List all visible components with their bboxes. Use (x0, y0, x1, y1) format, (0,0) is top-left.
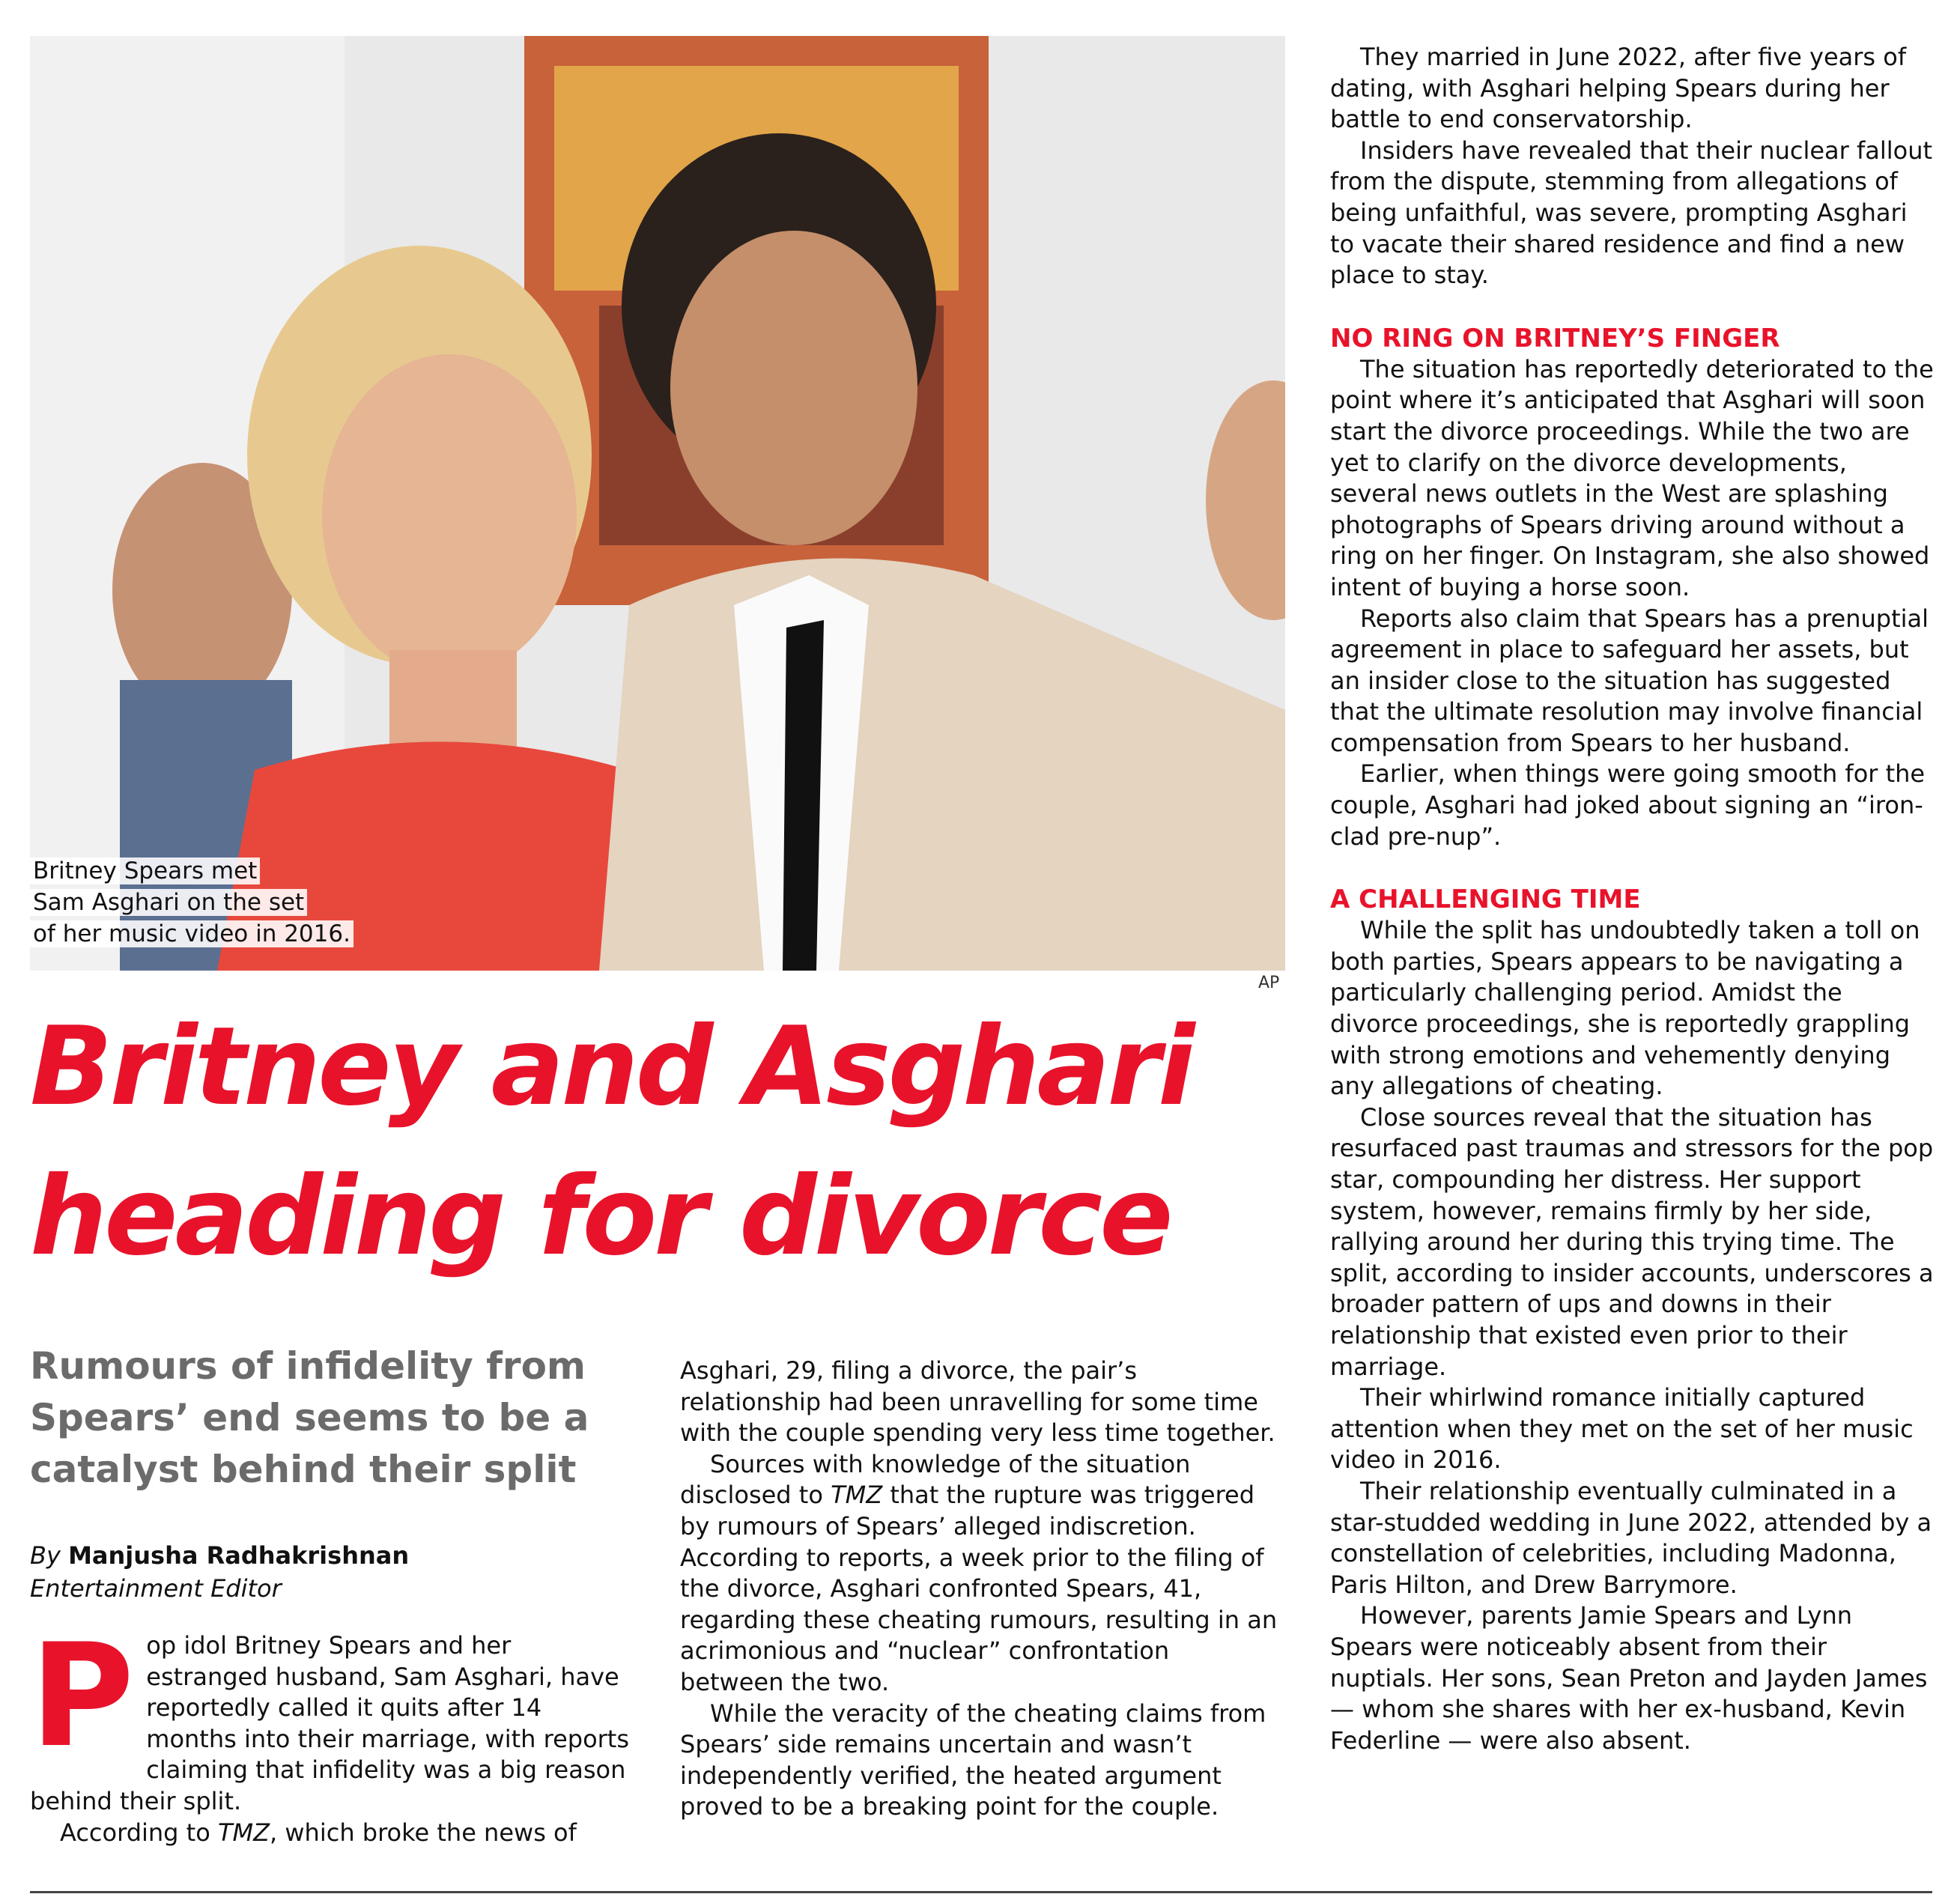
publication-name: TMZ (831, 1481, 883, 1510)
headline-line-1: Britney and Asghari (30, 1004, 1192, 1130)
article-column-3 (1330, 42, 1937, 1756)
paragraph: Earlier, when things were going smooth for the couple, Asghari had joked about signing an “iron-clad pre-nup”. (1330, 759, 1926, 851)
photo-caption (30, 855, 374, 950)
paragraph (680, 1449, 1279, 1699)
paragraph: However, parents Jamie Spears and Lynn Spears were noticeably absent from their nuptials. Her sons, Sean Preton and Jayden James — whom she shares with her ex-husband, Kevin Federline — were also absent. (1330, 1601, 1928, 1755)
paragraph: Their relationship eventually culminated in a star-studded wedding in June 2022, attended by a constellation of celebrities, including Madonna, Paris Hilton, and Drew Barrymore. (1330, 1476, 1932, 1599)
paragraph: Their whirlwind romance initially captured attention when they met on the set of her music video in 2016. (1330, 1383, 1914, 1475)
paragraph: Insiders have revealed that their nuclear fallout from the dispute, stemming from allegations of being unfaithful, was severe, prompting Asghari to vacate their shared residence and find a new place to stay. (1330, 136, 1933, 290)
paragraph: While the veracity of the cheating claims from Spears’ side remains uncertain and wasn’t independently verified, the heated argument proved to be a breaking point for the couple. (680, 1699, 1266, 1821)
subhead-line-2: Spears’ end seems to be a (30, 1396, 589, 1439)
byline-role: Entertainment Editor (30, 1574, 282, 1603)
section-heading: A CHALLENGING TIME (1330, 884, 1641, 915)
text-run: that the rupture was triggered by rumours of Spears’ alleged indiscretion. According to reports, a week prior to the filing of the divorce, Asghari confronted Spears, 41, regarding these cheating rumours, resulting in an acrimonious and “nuclear” confrontation between the two. (680, 1481, 1278, 1696)
article-column-1 (30, 1613, 630, 1848)
caption-line-2: Sam Asghari on the set (30, 889, 307, 916)
text-run: Sources with knowledge of the situation disclosed to (680, 1449, 1191, 1510)
subhead-line-3: catalyst behind their split (30, 1448, 577, 1491)
text-run: According to (60, 1818, 218, 1847)
subheadline (30, 1341, 652, 1496)
paragraph: op idol Britney Spears and her estranged husband, Sam Asghari, have reportedly called it quits after 14 months into their marriage, with reports claiming that infidelity was a big reason behind their split. (30, 1631, 630, 1815)
byline (30, 1539, 409, 1572)
photo-credit: AP (1258, 974, 1280, 992)
spacer (1330, 291, 1937, 323)
article-column-2 (680, 1356, 1279, 1823)
byline-by: By (30, 1541, 61, 1570)
section-heading: NO RING ON BRITNEY’S FINGER (1330, 323, 1780, 353)
paragraph: While the split has undoubtedly taken a toll on both parties, Spears appears to be navigating a particularly challenging period. Amidst the divorce proceedings, she is reportedly grappling with strong emotions and vehemently denying any allegations of cheating. (1330, 916, 1920, 1101)
paragraph: Reports also claim that Spears has a prenuptial agreement in place to safeguard her assets, but an insider close to the situation has suggested that the ultimate resolution may involve financial compensation from Spears to her husband. (1330, 604, 1929, 757)
caption-line-3: of her music video in 2016. (30, 920, 354, 947)
article-photo (30, 36, 1285, 971)
paragraph: The situation has reportedly deteriorated to the point where it’s anticipated that Asghari will soon start the divorce proceedings. While the two are yet to clarify on the divorce developments, several news outlets in the West are splashing photographs of Spears driving around without a ring on her finger. On Instagram, she also showed intent of buying a horse soon. (1330, 354, 1934, 601)
bottom-rule (30, 1891, 1932, 1893)
headline (30, 992, 1296, 1292)
text-run: , which broke the news of (270, 1818, 577, 1847)
paragraph: They married in June 2022, after five years of dating, with Asghari helping Spears during her battle to end conservatorship. (1330, 43, 1907, 134)
spacer (1330, 852, 1937, 884)
paragraph: Asghari, 29, filing a divorce, the pair’s relationship had been unravelling for some time with the couple spending very less time together. (680, 1356, 1275, 1448)
drop-cap: P (30, 1613, 135, 1779)
paragraph: Close sources reveal that the situation has resurfaced past traumas and stressors for the pop star, compounding her distress. Her support system, however, remains firmly by her side, rallying around her during this trying time. The split, according to insider accounts, underscores a broader pattern of ups and downs in their relationship that existed even prior to their marriage. (1330, 1102, 1934, 1381)
caption-line-1: Britney Spears met (30, 858, 260, 884)
byline-author: Manjusha Radhakrishnan (68, 1541, 410, 1570)
photo-illustration (30, 36, 1285, 971)
subhead-line-1: Rumours of infidelity from (30, 1344, 586, 1388)
headline-line-2: heading for divorce (30, 1153, 1171, 1280)
paragraph (30, 1818, 629, 1849)
publication-name: TMZ (217, 1818, 270, 1847)
